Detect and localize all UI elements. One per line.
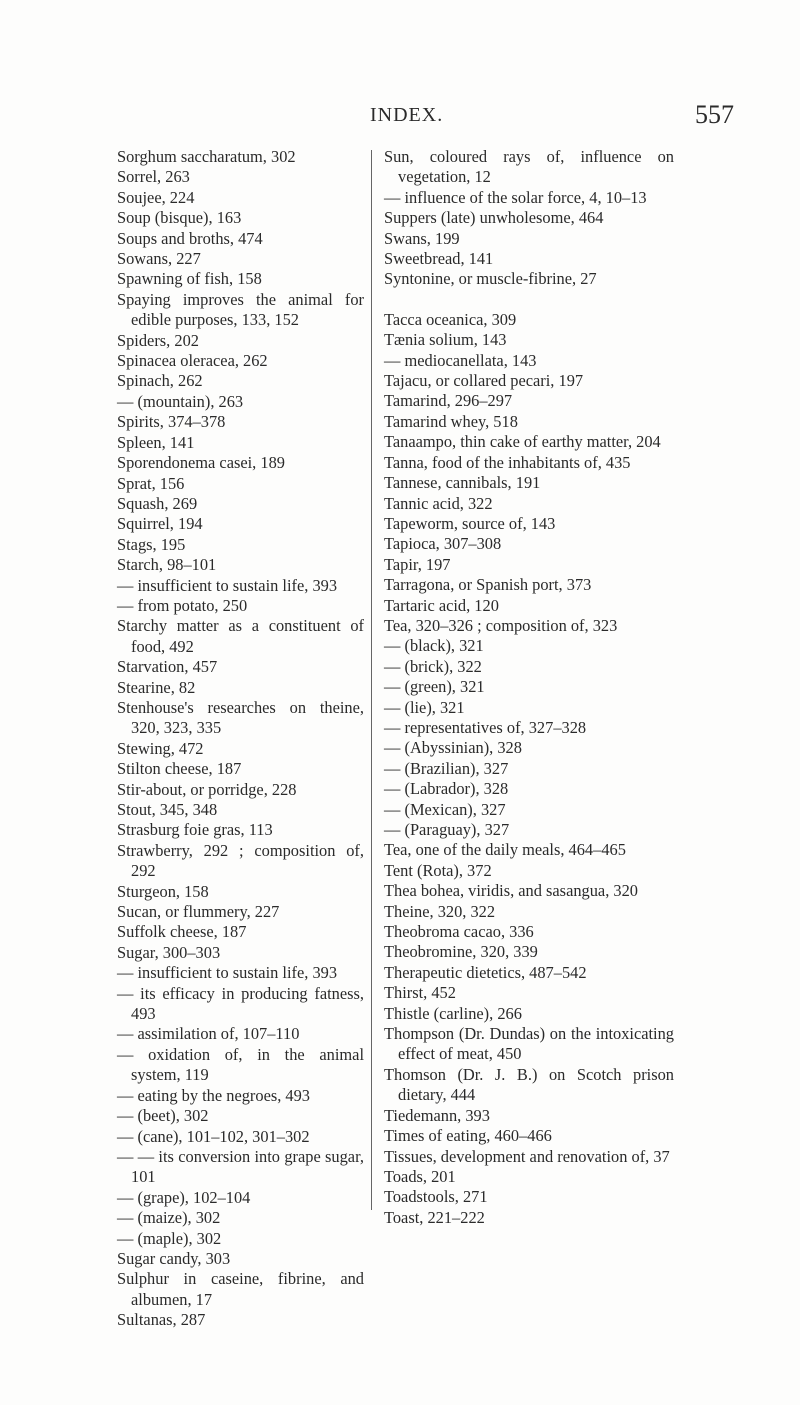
index-entry: Toads, 201	[384, 1166, 456, 1186]
index-entry: Sugar candy, 303	[117, 1248, 231, 1268]
index-entry: Stearine, 82	[117, 677, 196, 697]
index-entry: — (green), 321	[384, 677, 485, 697]
index-group-s	[384, 147, 674, 290]
index-entry: — (black), 321	[384, 636, 484, 656]
index-entry: Starvation, 457	[117, 657, 218, 677]
index-entry: — (Labrador), 328	[384, 779, 509, 799]
index-entry: Tajacu, or collared pecari, 197	[384, 371, 584, 391]
index-entry: Spirits, 374–378	[117, 412, 226, 432]
index-entry: Starchy matter as a constituent of food, 492	[117, 616, 364, 656]
index-entry: Spinacea oleracea, 262	[117, 351, 268, 371]
index-entry: Sorrel, 263	[117, 167, 190, 187]
index-entry: Spawning of fish, 158	[117, 269, 262, 289]
index-entry: Sweetbread, 141	[384, 249, 494, 269]
index-entry: Suppers (late) unwholesome, 464	[384, 208, 604, 228]
index-entry: Tarragona, or Spanish port, 373	[384, 575, 592, 595]
index-entry: Tissues, development and renovation of, 37	[384, 1146, 670, 1166]
index-entry: Squash, 269	[117, 493, 198, 513]
index-entry: Thirst, 452	[384, 983, 456, 1003]
index-entry: Spinach, 262	[117, 371, 203, 391]
index-entry: Stenhouse's researches on theine, 320, 323, 335	[117, 697, 364, 738]
index-entry: Stags, 195	[117, 534, 186, 554]
index-entry: — (grape), 102–104	[117, 1187, 251, 1207]
index-entry: — (lie), 321	[384, 697, 465, 717]
index-entry: Tanaampo, thin cake of earthy matter, 204	[384, 432, 661, 452]
index-entry: Tacca oceanica, 309	[384, 309, 517, 329]
index-entry: Thea bohea, viridis, and sasangua, 320	[384, 881, 638, 901]
index-entry: Tapioca, 307–308	[384, 534, 502, 554]
index-entry: — its efficacy in producing fatness, 493	[117, 983, 364, 1024]
index-entry: Sultanas, 287	[117, 1310, 206, 1330]
index-entry: Tanna, food of the inhabitants of, 435	[384, 452, 631, 472]
index-entry: Strasburg foie gras, 113	[117, 820, 273, 840]
index-entry: Squirrel, 194	[117, 514, 203, 534]
index-group-t	[384, 310, 674, 1228]
index-entry: Toast, 221–222	[384, 1207, 485, 1227]
index-entry: Tapeworm, source of, 143	[384, 513, 556, 533]
index-entry: Syntonine, or muscle-fibrine, 27	[384, 269, 597, 289]
index-entry: — (Abyssinian), 328	[384, 738, 522, 758]
page-number: 557	[695, 100, 734, 129]
index-entry: Tea, one of the daily meals, 464–465	[384, 840, 626, 860]
index-entry: Theine, 320, 322	[384, 901, 496, 921]
index-entry: Strawberry, 292 ; composition of, 292	[117, 840, 364, 881]
index-entry: — (mountain), 263	[117, 391, 244, 411]
index-entry: Sorghum saccharatum, 302	[117, 147, 296, 166]
index-entry: Soup (bisque), 163	[117, 208, 242, 228]
index-entry: Suffolk cheese, 187	[117, 922, 247, 942]
index-entry: — (beet), 302	[117, 1106, 209, 1126]
index-entry: Theobromine, 320, 339	[384, 942, 538, 962]
index-entry: — influence of the solar force, 4, 10–13	[384, 187, 647, 207]
index-entry: Tea, 320–326 ; composition of, 323	[384, 615, 618, 635]
index-column-left	[117, 147, 364, 1331]
index-entry: Spleen, 141	[117, 432, 195, 452]
index-entry: — eating by the negroes, 493	[117, 1085, 310, 1105]
index-entry: Sporendonema casei, 189	[117, 453, 285, 473]
index-entry: — (maize), 302	[117, 1208, 221, 1228]
letter-gap	[384, 290, 674, 310]
column-divider	[371, 150, 372, 1210]
index-entry: Thomson (Dr. J. B.) on Scotch prison dietary, 444	[384, 1064, 674, 1105]
index-entry: — insufficient to sustain life, 393	[117, 575, 338, 595]
index-entry: Sowans, 227	[117, 249, 201, 269]
index-entry: — — its conversion into grape sugar, 101	[117, 1146, 364, 1187]
index-column-right	[384, 147, 674, 1228]
index-entry: — representatives of, 327–328	[384, 717, 587, 737]
index-entry: Sugar, 300–303	[117, 942, 221, 962]
index-entry: Spaying improves the animal for edible purposes, 133, 152	[117, 289, 364, 330]
index-entry: — (Brazilian), 327	[384, 758, 509, 778]
index-entry: Tapir, 197	[384, 554, 451, 574]
index-entry: Stilton cheese, 187	[117, 759, 242, 779]
index-entry: Thistle (carline), 266	[384, 1003, 522, 1023]
index-entry: Sun, coloured rays of, influence on vegetation, 12	[384, 147, 674, 187]
index-entry: Therapeutic dietetics, 487–542	[384, 962, 587, 982]
index-entry: Spiders, 202	[117, 330, 199, 350]
index-entry: Tamarind whey, 518	[384, 411, 518, 431]
index-entry: Tamarind, 296–297	[384, 391, 513, 411]
index-entry: Toadstools, 271	[384, 1187, 488, 1207]
index-entry: Sturgeon, 158	[117, 881, 209, 901]
index-entry: Sucan, or flummery, 227	[117, 902, 280, 922]
index-entry: Tænia solium, 143	[384, 330, 507, 350]
index-entry: — insufficient to sustain life, 393	[117, 963, 338, 983]
index-entry: Stewing, 472	[117, 738, 204, 758]
index-entry: — (Paraguay), 327	[384, 820, 510, 839]
index-entry: Swans, 199	[384, 228, 460, 248]
page-header	[0, 100, 800, 140]
index-entry: Theobroma cacao, 336	[384, 922, 534, 942]
index-entry: Tannese, cannibals, 191	[384, 473, 541, 493]
index-entry: — (cane), 101–102, 301–302	[117, 1126, 310, 1146]
index-entry: Stout, 345, 348	[117, 800, 218, 819]
index-entry: Soups and broths, 474	[117, 228, 263, 248]
index-entry: Tiedemann, 393	[384, 1105, 490, 1125]
index-entry: — (maple), 302	[117, 1228, 222, 1248]
index-entry: — from potato, 250	[117, 595, 248, 615]
index-entry: Tartaric acid, 120	[384, 595, 499, 615]
running-title: INDEX.	[370, 104, 444, 126]
index-entry: Sulphur in caseine, fibrine, and albumen, 17	[117, 1269, 364, 1309]
index-entry: — (Mexican), 327	[384, 799, 506, 819]
index-entry: — (brick), 322	[384, 656, 482, 676]
index-entry: — mediocanellata, 143	[384, 350, 537, 370]
index-entry: Times of eating, 460–466	[384, 1126, 552, 1146]
index-entry: Sprat, 156	[117, 473, 185, 493]
index-entry: — assimilation of, 107–110	[117, 1024, 300, 1044]
index-entry: Stir-about, or porridge, 228	[117, 779, 297, 799]
index-entry: Tent (Rota), 372	[384, 860, 492, 880]
index-entry: Thompson (Dr. Dundas) on the intoxicating effect of meat, 450	[384, 1024, 674, 1064]
index-entry: — oxidation of, in the animal system, 119	[117, 1044, 364, 1085]
index-entry: Soujee, 224	[117, 187, 195, 207]
index-entry: Starch, 98–101	[117, 555, 217, 575]
index-entry: Tannic acid, 322	[384, 493, 493, 513]
